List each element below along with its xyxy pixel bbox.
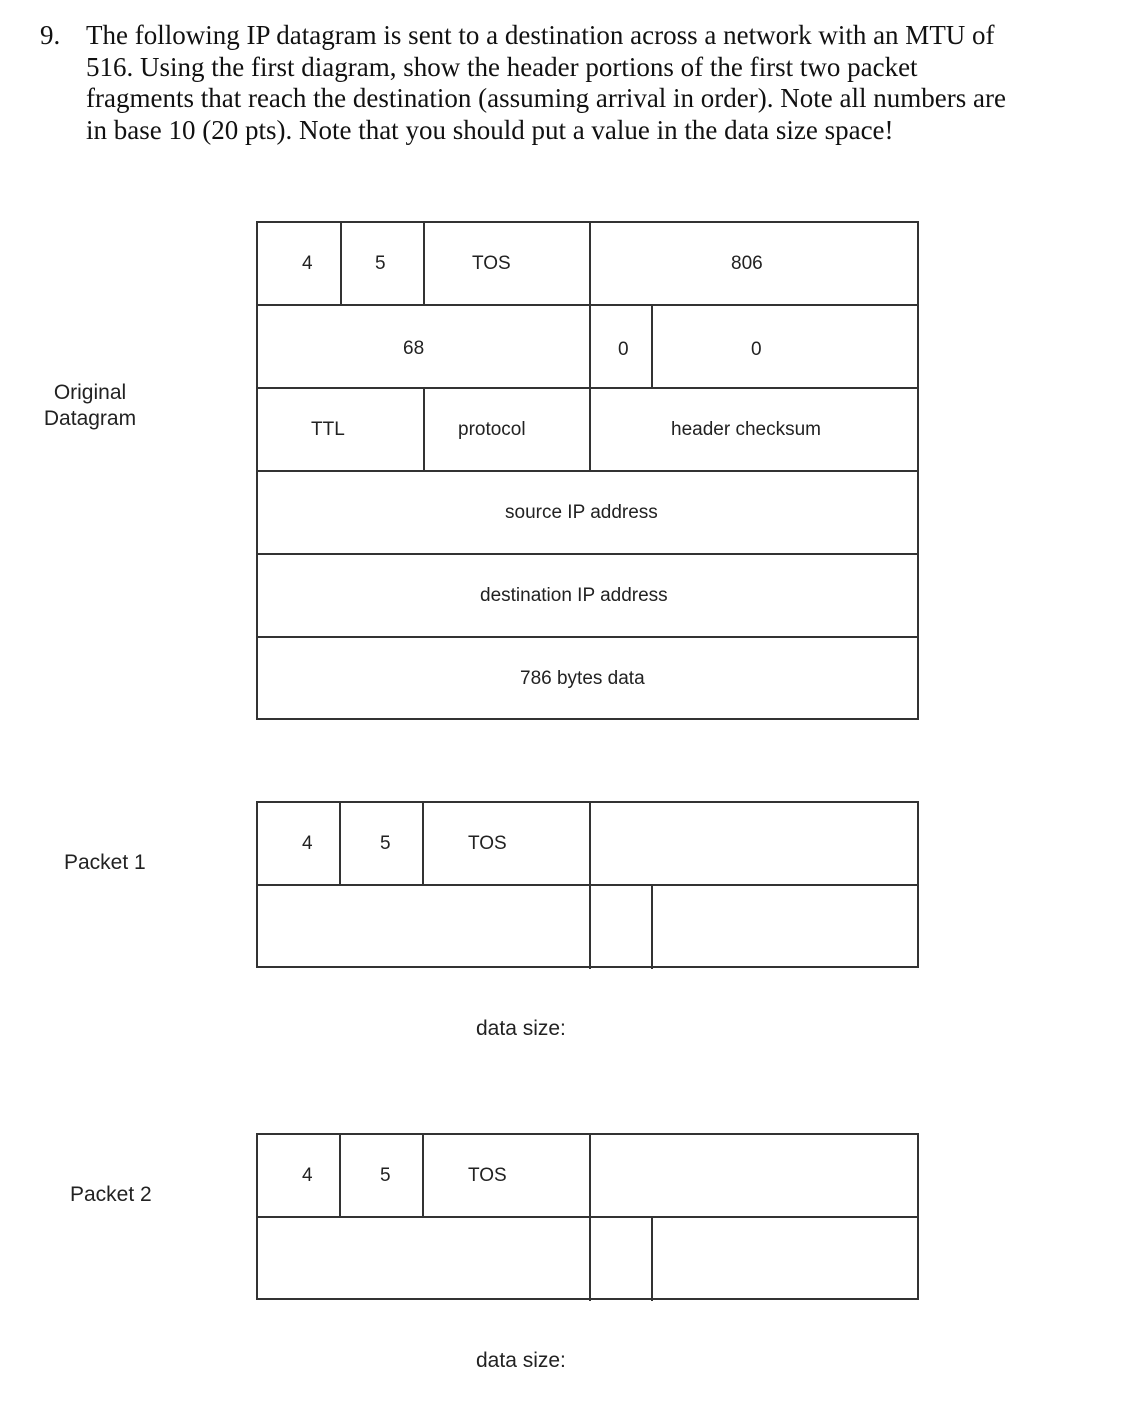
fragment-offset-cell — [653, 306, 917, 387]
packet2-identification-cell[interactable] — [258, 1218, 591, 1301]
packet2-version-cell — [258, 1135, 341, 1216]
total-length-value: 806 — [731, 253, 763, 274]
source-ip-value: source IP address — [505, 502, 658, 523]
source-ip-row — [258, 472, 917, 555]
original-datagram-label — [36, 380, 144, 432]
packet1-ihl-cell — [341, 803, 424, 884]
tos-cell — [425, 223, 591, 304]
packet1-total-length-cell[interactable] — [591, 803, 917, 884]
ihl-value: 5 — [375, 253, 386, 274]
header-row-1 — [258, 223, 917, 306]
original-label-line1: Original — [53, 381, 127, 404]
question-text — [86, 20, 1046, 146]
header-row-3 — [258, 389, 917, 472]
source-ip-cell — [258, 472, 917, 553]
version-value: 4 — [302, 253, 313, 274]
packet1-tos-value: TOS — [468, 833, 507, 854]
data-row — [258, 638, 917, 721]
packet1-table — [256, 801, 919, 968]
original-datagram-table — [256, 221, 919, 720]
protocol-value: protocol — [458, 419, 526, 440]
protocol-cell — [425, 389, 591, 470]
packet1-fragment-offset-cell[interactable] — [653, 886, 917, 969]
packet2-total-length-cell[interactable] — [591, 1135, 917, 1216]
packet1-row-1 — [258, 803, 917, 886]
flags-cell — [591, 306, 653, 387]
packet1-data-size-label: data size: — [476, 1017, 566, 1040]
packet2-ihl-value: 5 — [380, 1165, 391, 1186]
destination-ip-row — [258, 555, 917, 638]
original-label-line2: Datagram — [43, 407, 137, 430]
packet1-flags-cell[interactable] — [591, 886, 653, 969]
question-line: fragments that reach the destination (assuming arrival in order). Note all numbers are — [86, 83, 1006, 113]
header-checksum-value: header checksum — [671, 419, 821, 440]
packet2-row-2 — [258, 1218, 917, 1301]
destination-ip-cell — [258, 555, 917, 636]
packet2-label: Packet 2 — [70, 1183, 152, 1206]
header-checksum-cell — [591, 389, 917, 470]
packet2-fragment-offset-cell[interactable] — [653, 1218, 917, 1301]
packet1-ihl-value: 5 — [380, 833, 391, 854]
ttl-cell — [258, 389, 425, 470]
ttl-value: TTL — [311, 419, 345, 440]
destination-ip-value: destination IP address — [480, 585, 668, 606]
data-value: 786 bytes data — [520, 668, 645, 689]
identification-cell — [258, 306, 591, 387]
packet1-version-cell — [258, 803, 341, 884]
packet1-label: Packet 1 — [64, 851, 146, 874]
version-cell — [258, 223, 342, 304]
packet1-tos-cell — [424, 803, 591, 884]
packet2-table — [256, 1133, 919, 1300]
question-line: 516. Using the first diagram, show the header portions of the first two packet — [86, 51, 918, 82]
packet2-tos-cell — [424, 1135, 591, 1216]
identification-value: 68 — [403, 338, 425, 359]
data-cell — [258, 638, 917, 721]
packet2-flags-cell[interactable] — [591, 1218, 653, 1301]
question-line: in base 10 (20 pts). Note that you should put a value in the data size space! — [86, 114, 894, 145]
packet2-data-size-label: data size: — [476, 1349, 566, 1372]
packet2-ihl-cell — [341, 1135, 424, 1216]
packet2-tos-value: TOS — [468, 1165, 507, 1186]
total-length-cell — [591, 223, 917, 304]
header-row-2 — [258, 306, 917, 389]
packet1-row-2 — [258, 886, 917, 969]
question-number: 9. — [40, 20, 61, 50]
question-line: The following IP datagram is sent to a destination across a network with an MTU of — [86, 20, 995, 50]
packet2-version-value: 4 — [302, 1165, 313, 1186]
packet1-version-value: 4 — [302, 833, 313, 854]
flags-value: 0 — [618, 339, 629, 360]
tos-value: TOS — [472, 253, 511, 274]
packet2-row-1 — [258, 1135, 917, 1218]
fragment-offset-value: 0 — [751, 339, 762, 360]
ihl-cell — [342, 223, 425, 304]
packet1-identification-cell[interactable] — [258, 886, 591, 969]
